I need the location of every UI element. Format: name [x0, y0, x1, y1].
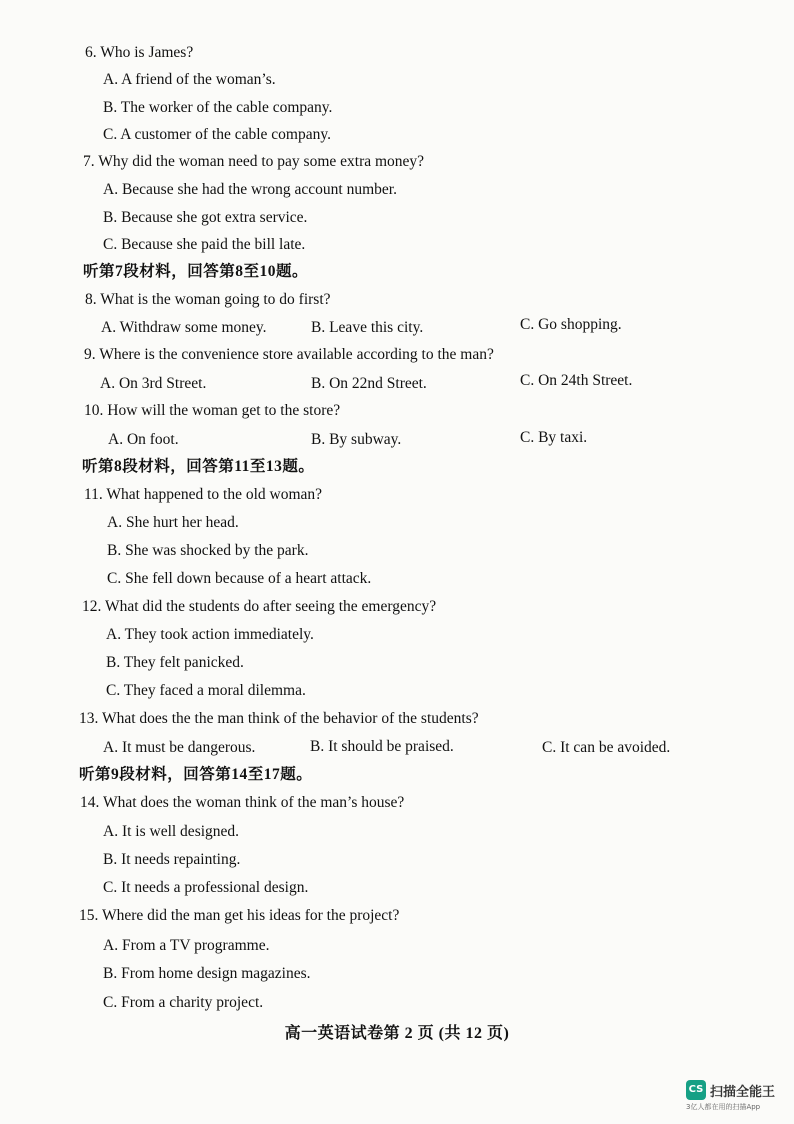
- scanner-watermark: [686, 1080, 786, 1114]
- question-15-option-b: B. From home design magazines.: [103, 965, 311, 982]
- question-13-option-c: C. It can be avoided.: [542, 739, 671, 756]
- question-7-stem: 7. Why did the woman need to pay some extra money?: [83, 153, 425, 170]
- question-11-option-b: B. She was shocked by the park.: [107, 542, 309, 559]
- question-6-option-b: B. The worker of the cable company.: [103, 99, 333, 116]
- question-11-stem: 11. What happened to the old woman?: [84, 486, 323, 503]
- question-10-option-b: B. By subway.: [311, 431, 402, 448]
- question-15-option-a: A. From a TV programme.: [103, 937, 270, 954]
- camscanner-logo-icon: CS: [686, 1080, 706, 1100]
- question-9-option-a: A. On 3rd Street.: [100, 375, 207, 392]
- question-9-option-c: C. On 24th Street.: [520, 372, 633, 389]
- question-9-stem: 9. Where is the convenience store available according to the man?: [84, 346, 494, 363]
- question-7-option-b: B. Because she got extra service.: [103, 209, 308, 226]
- question-12-stem: 12. What did the students do after seeing the emergency?: [82, 598, 437, 615]
- question-6-option-a: A. A friend of the woman’s.: [103, 71, 276, 88]
- question-8-stem: 8. What is the woman going to do first?: [85, 291, 331, 308]
- section-heading-7: 听第7段材料，回答第8至10题。: [83, 263, 309, 280]
- question-14-option-b: B. It needs repainting.: [103, 851, 241, 868]
- question-13-option-b: B. It should be praised.: [310, 738, 454, 755]
- question-10-stem: 10. How will the woman get to the store?: [84, 402, 341, 419]
- question-11-option-c: C. She fell down because of a heart attack.: [107, 570, 372, 587]
- section-heading-8: 听第8段材料，回答第11至13题。: [82, 458, 315, 475]
- page-footer: 高一英语试卷第 2 页 (共 12 页): [284, 1025, 510, 1042]
- watermark-app-name: 扫描全能王: [710, 1085, 776, 1100]
- question-14-option-a: A. It is well designed.: [103, 823, 240, 840]
- question-8-option-b: B. Leave this city.: [311, 319, 424, 336]
- question-7-option-a: A. Because she had the wrong account number.: [103, 181, 397, 198]
- question-6-stem: 6. Who is James?: [85, 44, 194, 61]
- question-8-option-a: A. Withdraw some money.: [101, 319, 267, 336]
- section-heading-9: 听第9段材料，回答第14至17题。: [79, 766, 313, 783]
- question-12-option-a: A. They took action immediately.: [106, 626, 314, 643]
- question-6-option-c: C. A customer of the cable company.: [103, 126, 331, 143]
- question-11-option-a: A. She hurt her head.: [107, 514, 239, 531]
- question-13-stem: 13. What does the the man think of the behavior of the students?: [79, 710, 479, 727]
- question-14-stem: 14. What does the woman think of the man’s house?: [80, 794, 405, 811]
- question-12-option-b: B. They felt panicked.: [106, 654, 244, 671]
- question-14-option-c: C. It needs a professional design.: [103, 879, 309, 896]
- question-10-option-c: C. By taxi.: [520, 429, 588, 446]
- question-8-option-c: C. Go shopping.: [520, 316, 622, 333]
- watermark-tagline: 3亿人都在用的扫描App: [686, 1103, 761, 1111]
- question-10-option-a: A. On foot.: [108, 431, 179, 448]
- question-12-option-c: C. They faced a moral dilemma.: [106, 682, 306, 699]
- question-15-stem: 15. Where did the man get his ideas for the project?: [79, 907, 400, 924]
- question-13-option-a: A. It must be dangerous.: [103, 739, 256, 756]
- question-7-option-c: C. Because she paid the bill late.: [103, 236, 306, 253]
- question-15-option-c: C. From a charity project.: [103, 994, 264, 1011]
- question-9-option-b: B. On 22nd Street.: [311, 375, 427, 392]
